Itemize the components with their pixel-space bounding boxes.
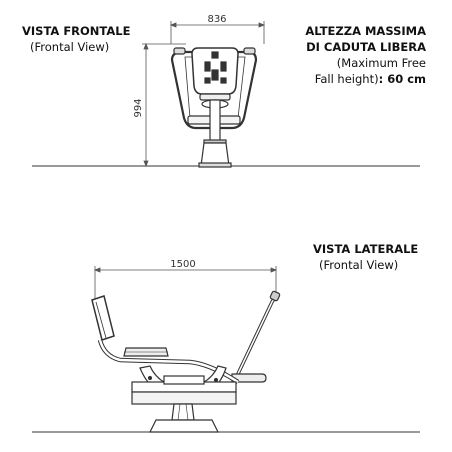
front-view-equipment bbox=[172, 48, 256, 167]
side-view-title: VISTA LATERALE bbox=[313, 242, 419, 256]
side-length-value: 1500 bbox=[170, 259, 196, 270]
front-height-dimension bbox=[142, 44, 186, 166]
side-view-equipment bbox=[92, 291, 280, 432]
fall-height-line-1: ALTEZZA MASSIMA bbox=[305, 24, 426, 38]
front-view-title: VISTA FRONTALE bbox=[22, 24, 131, 38]
fall-height-value: 60 cm bbox=[387, 72, 426, 86]
front-view-subtitle: (Frontal View) bbox=[30, 40, 110, 54]
fall-height-colon: : bbox=[378, 72, 388, 86]
fall-height-line-2: DI CADUTA LIBERA bbox=[306, 40, 426, 54]
side-view-subtitle: (Frontal View) bbox=[319, 258, 399, 272]
fall-height-line-3: (Maximum Free bbox=[336, 56, 426, 70]
front-height-value: 994 bbox=[133, 98, 144, 118]
fall-height-caption: Fall height) bbox=[314, 72, 379, 86]
front-width-value: 836 bbox=[207, 14, 227, 25]
side-length-dimension bbox=[95, 266, 276, 300]
